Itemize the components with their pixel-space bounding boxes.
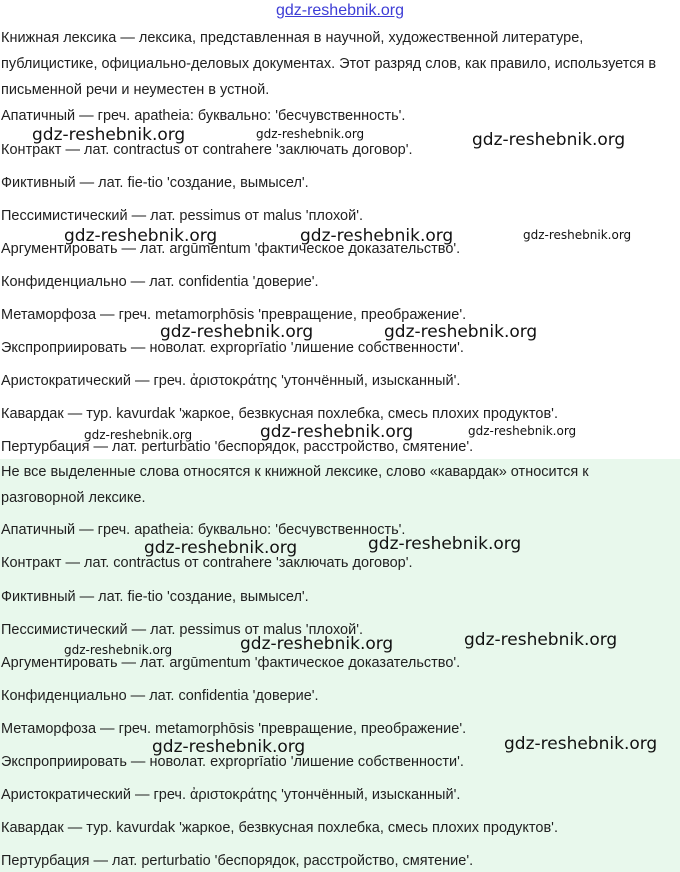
etymology-item: Контракт — лат. contractus от contrahere 'заключать договор'. — [1, 555, 413, 571]
watermark: gdz-reshebnik.org — [160, 322, 314, 342]
watermark: gdz-reshebnik.org — [84, 428, 193, 442]
site-header-link[interactable]: gdz-reshebnik.org — [275, 2, 405, 19]
etymology-item: Фиктивный — лат. fie-tio 'создание, вымысел'. — [1, 175, 309, 191]
watermark: gdz-reshebnik.org — [384, 322, 538, 342]
etymology-item: Апатичный — греч. apatheia: буквально: 'бесчувственность'. — [1, 522, 406, 538]
etymology-item: Конфиденциально — лат. confidentia 'доверие'. — [1, 688, 319, 704]
watermark: gdz-reshebnik.org — [32, 125, 186, 145]
answer-paragraph: Не все выделенные слова относятся к книжной лексике, слово «кавардак» относится к разговорной лексике. — [1, 464, 589, 506]
watermark: gdz-reshebnik.org — [523, 228, 632, 242]
watermark: gdz-reshebnik.org — [504, 734, 658, 754]
etymology-item: Аристократический — греч. ἀριστοκράτης 'утончённый, изысканный'. — [1, 373, 461, 389]
etymology-item: Экспроприировать — новолат. exproprīatio 'лишение собственности'. — [1, 754, 464, 770]
etymology-item: Кавардак — тур. kavurdak 'жаркое, безвкусная похлебка, смесь плохих продуктов'. — [1, 406, 558, 422]
intro-paragraph: Книжная лексика — лексика, представленная в научной, художественной литературе, публицистике, официально-деловых документах. Этот разряд слов, как правило, используется в письменной речи и неуместен в устной. — [1, 30, 657, 98]
etymology-item: Пессимистический — лат. pessimus от malus 'плохой'. — [1, 208, 363, 224]
etymology-item: Фиктивный — лат. fie-tio 'создание, вымысел'. — [1, 589, 309, 605]
etymology-item: Метаморфоза — греч. metamorphōsis 'превращение, преображение'. — [1, 307, 467, 323]
etymology-item: Контракт — лат. contractus от contrahere 'заключать договор'. — [1, 142, 413, 158]
etymology-item: Аргументировать — лат. argūmentum 'фактическое доказательство'. — [1, 655, 461, 671]
watermark: gdz-reshebnik.org — [64, 643, 173, 657]
watermark: gdz-reshebnik.org — [260, 422, 414, 442]
etymology-item: Аргументировать — лат. argūmentum 'фактическое доказательство'. — [1, 241, 461, 257]
watermark: gdz-reshebnik.org — [472, 130, 626, 150]
etymology-item: Аристократический — греч. ἀριστοκράτης 'утончённый, изысканный'. — [1, 787, 461, 803]
etymology-item: Кавардак — тур. kavurdak 'жаркое, безвкусная похлебка, смесь плохих продуктов'. — [1, 820, 558, 836]
etymology-item: Пессимистический — лат. pessimus от malus 'плохой'. — [1, 622, 363, 638]
watermark: gdz-reshebnik.org — [256, 127, 365, 141]
etymology-item: Экспроприировать — новолат. exproprīatio 'лишение собственности'. — [1, 340, 464, 356]
watermark: gdz-reshebnik.org — [300, 226, 454, 246]
answer-block — [0, 459, 680, 872]
watermark: gdz-reshebnik.org — [144, 538, 298, 558]
etymology-item: Апатичный — греч. apatheia: буквально: 'бесчувственность'. — [1, 108, 406, 124]
watermark: gdz-reshebnik.org — [464, 630, 618, 650]
watermark: gdz-reshebnik.org — [240, 634, 394, 654]
etymology-item: Конфиденциально — лат. confidentia 'доверие'. — [1, 274, 319, 290]
etymology-item: Пертурбация — лат. perturbatio 'беспорядок, расстройство, смятение'. — [1, 439, 474, 455]
etymology-item: Метаморфоза — греч. metamorphōsis 'превращение, преображение'. — [1, 721, 467, 737]
etymology-item: Пертурбация — лат. perturbatio 'беспорядок, расстройство, смятение'. — [1, 853, 474, 869]
watermark: gdz-reshebnik.org — [468, 424, 577, 438]
watermark: gdz-reshebnik.org — [368, 534, 522, 554]
watermark: gdz-reshebnik.org — [152, 737, 306, 757]
watermark: gdz-reshebnik.org — [64, 226, 218, 246]
